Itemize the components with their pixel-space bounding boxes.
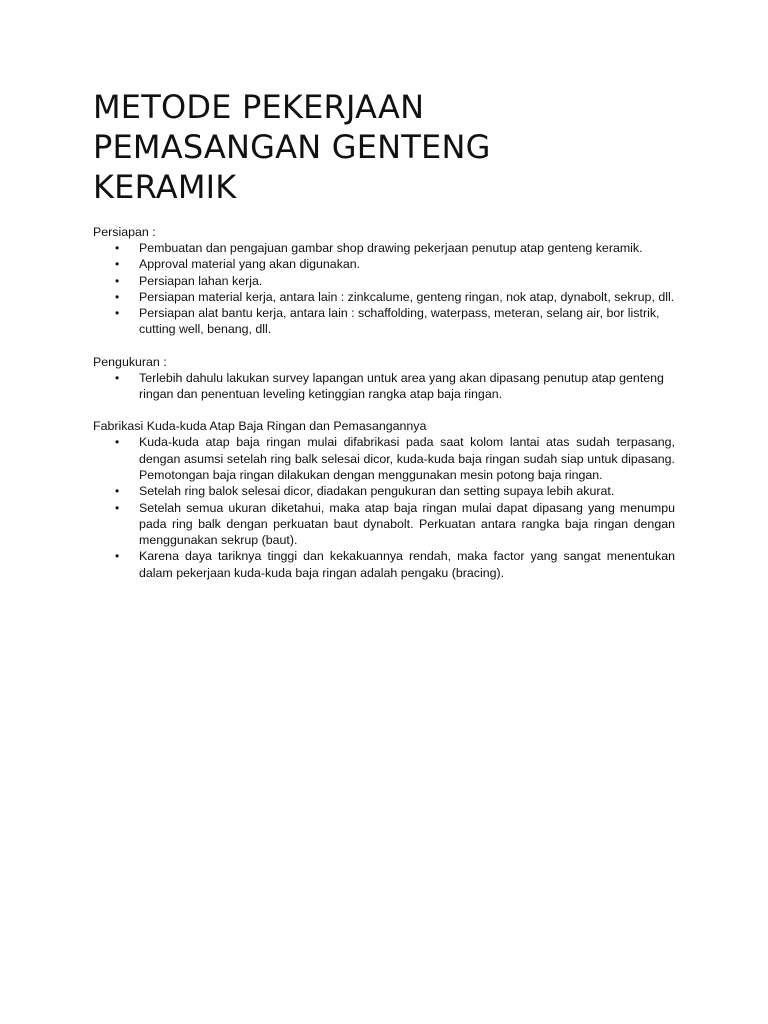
- bullet-icon: •: [115, 306, 120, 321]
- list-item-text: Karena daya tariknya tinggi dan kekakuannya rendah, maka factor yang sangat menentukan dalam pekerjaan kuda-kuda baja ringan adalah pengaku (bracing).: [139, 549, 675, 580]
- list-item-text: Persiapan material kerja, antara lain : zinkcalume, genteng ringan, nok atap, dynabolt, sekrup, dll.: [139, 289, 675, 304]
- section-heading: Pengukuran :: [93, 354, 167, 369]
- list-item: [93, 289, 675, 305]
- list-item-text: Terlebih dahulu lakukan survey lapangan untuk area yang akan dipasang penutup atap genteng ringan dan penentuan leveling ketinggian rangka atap baja ringan.: [139, 370, 664, 402]
- title-line-3: KERAMIK: [93, 168, 237, 206]
- list-item: [93, 305, 675, 338]
- document-title: [93, 87, 675, 207]
- title-line-1: METODE PEKERJAAN: [93, 88, 425, 126]
- list-item: [93, 434, 675, 483]
- title-line-2: PEMASANGAN GENTENG: [93, 128, 491, 166]
- bullet-icon: •: [115, 370, 120, 385]
- bullet-icon: •: [115, 273, 120, 288]
- bullet-list: [93, 370, 675, 403]
- list-item-text: Persiapan alat bantu kerja, antara lain : schaffolding, waterpass, meteran, selang air, bor listrik, cutting well, benang, dll.: [139, 306, 660, 337]
- bullet-icon: •: [115, 549, 120, 564]
- list-item: [93, 273, 675, 289]
- list-item-text: Persiapan lahan kerja.: [139, 273, 263, 288]
- bullet-icon: •: [115, 241, 120, 255]
- section-persiapan: [93, 224, 675, 338]
- bullet-icon: •: [115, 500, 120, 515]
- list-item: [93, 240, 675, 256]
- bullet-list: [93, 434, 675, 581]
- section-heading: Persiapan :: [93, 225, 156, 239]
- bullet-icon: •: [115, 257, 120, 272]
- list-item: [93, 370, 675, 403]
- section-fabrikasi: [93, 418, 675, 581]
- section-heading: Fabrikasi Kuda-kuda Atap Baja Ringan dan Pemasangannya: [93, 419, 427, 434]
- bullet-icon: •: [115, 484, 120, 499]
- list-item: [93, 500, 675, 549]
- list-item-text: Setelah ring balok selesai dicor, diadakan pengukuran dan setting supaya lebih akurat.: [139, 484, 615, 499]
- list-item: [93, 483, 675, 499]
- list-item-text: Approval material yang akan digunakan.: [139, 257, 361, 272]
- section-pengukuran: [93, 354, 675, 403]
- list-item-text: Kuda-kuda atap baja ringan mulai difabrikasi pada saat kolom lantai atas sudah terpasang, dengan asumsi setelah ring balk selesai dicor, kuda-kuda baja ringan sudah siap untuk dipasang. Pemotongan baja ringan dilakukan dengan menggunakan mesin potong baja ringan.: [139, 435, 675, 482]
- bullet-icon: •: [115, 435, 120, 450]
- bullet-icon: •: [115, 289, 120, 304]
- document-page: [93, 87, 675, 597]
- list-item-text: Setelah semua ukuran diketahui, maka atap baja ringan mulai dapat dipasang yang menumpu pada ring balk dengan perkuatan baut dynabolt. Perkuatan antara rangka baja ringan dengan menggunakan sekrup (baut).: [139, 500, 675, 548]
- list-item: [93, 256, 675, 272]
- bullet-list: [93, 240, 675, 338]
- list-item: [93, 548, 675, 581]
- list-item-text: Pembuatan dan pengajuan gambar shop drawing pekerjaan penutup atap genteng keramik.: [139, 241, 643, 255]
